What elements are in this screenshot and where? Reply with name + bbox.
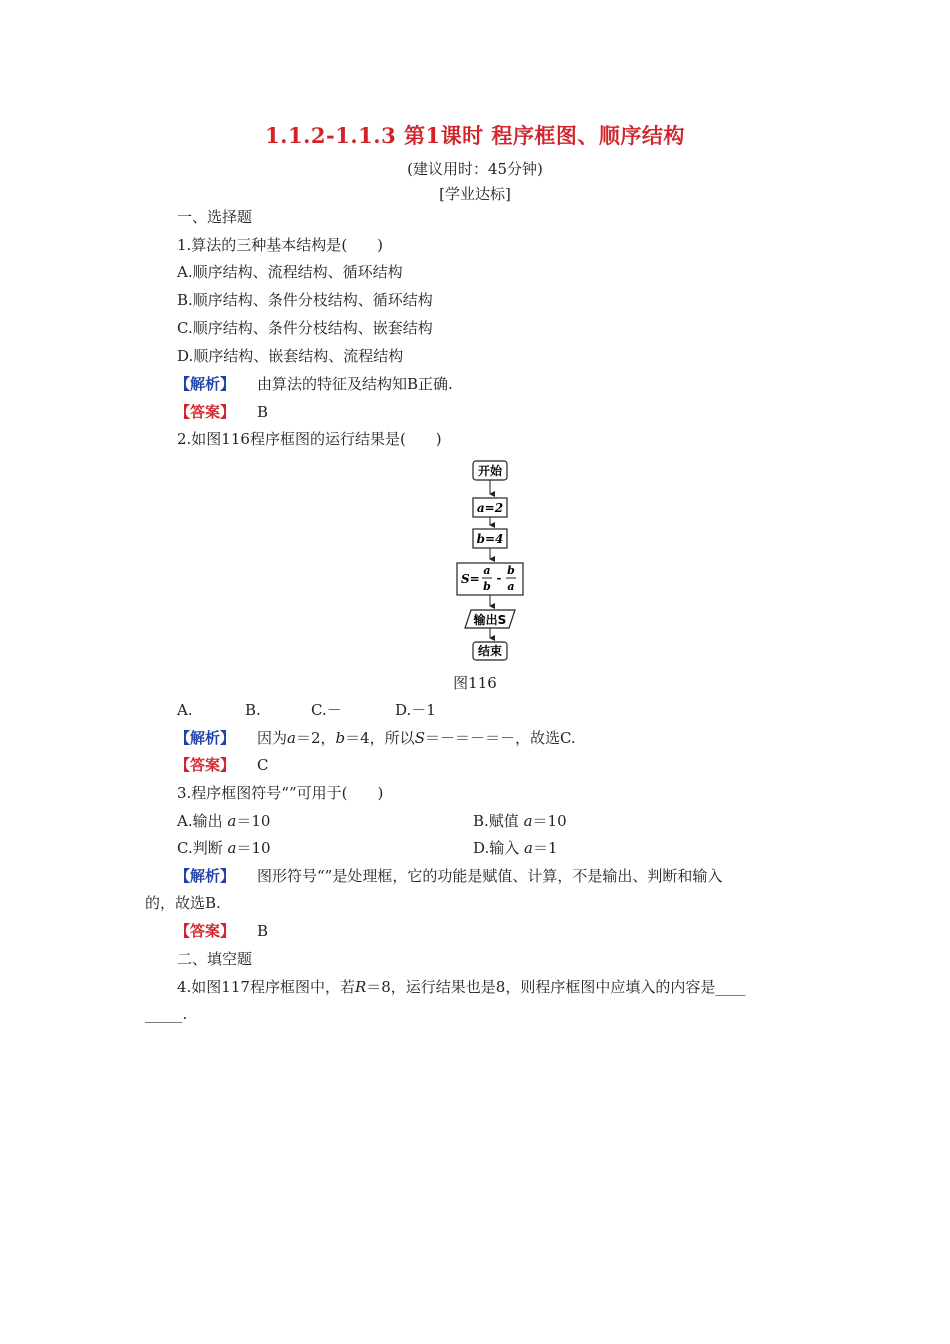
q3-option-d — [473, 838, 558, 858]
flow-frac2-num: b — [507, 564, 515, 577]
q2-option-b: B. — [245, 701, 261, 719]
q3-option-d-value: ＝1 — [533, 839, 558, 857]
flowchart-116 — [450, 458, 530, 663]
q4-stem-text-1: 4.如图117程序框图中，若 — [177, 978, 355, 996]
q1-analysis — [177, 374, 453, 394]
q3-option-b-value: ＝10 — [532, 812, 567, 830]
q4-var-r: R — [354, 978, 367, 996]
q3-analysis-text-1: 图形符号“”是处理框，它的功能是赋值、计算，不是输出、判断和输入 — [257, 867, 723, 885]
section-label: [学业达标] — [439, 185, 511, 203]
q2-var-a: a — [287, 729, 296, 747]
q1-answer-text: B — [257, 403, 269, 421]
q3-option-b-var: a — [523, 812, 533, 830]
part1-heading: 一、选择题 — [177, 208, 253, 226]
q3-option-a — [177, 811, 270, 831]
flow-frac1-num: a — [483, 564, 491, 577]
q3-option-d-text: D.输入 — [473, 839, 520, 857]
q2-stem: 2.如图116程序框图的运行结果是( ) — [177, 430, 442, 448]
q2-option-a: A. — [177, 701, 193, 719]
q3-option-d-var: a — [524, 839, 533, 857]
time-hint: (建议用时：45分钟) — [407, 160, 543, 178]
flow-start-label: 开始 — [477, 464, 503, 478]
q3-option-a-text: A.输出 — [177, 812, 223, 830]
q1-option-b: B.顺序结构、条件分枝结构、循环结构 — [177, 291, 433, 309]
q4-blank-2: _____. — [145, 1005, 188, 1023]
q2-analysis-text-3: ＝4，所以 — [345, 729, 415, 747]
answer-tag: 【答案】 — [175, 922, 236, 940]
q2-analysis-text-4: ＝－＝－＝－，故选C. — [424, 729, 576, 747]
flow-end-label: 结束 — [477, 644, 503, 658]
q3-stem: 3.程序框图符号“”可用于( ) — [177, 784, 384, 802]
flow-assign-b-label: b=4 — [476, 532, 504, 546]
q4-stem-text-2: ＝8，运行结果也是8，则程序框图中应填入的内容是 — [366, 978, 716, 996]
q2-options — [177, 700, 436, 720]
q2-analysis-text-2: ＝2， — [295, 729, 336, 747]
q3-answer — [177, 921, 268, 941]
q1-option-a: A.顺序结构、流程结构、循环结构 — [177, 263, 403, 281]
answer-tag: 【答案】 — [175, 756, 236, 774]
flow-assign-a-label: a=2 — [476, 501, 504, 515]
q3-answer-text: B — [257, 922, 269, 940]
q3-option-a-value: ＝10 — [236, 812, 271, 830]
flow-minus: - — [496, 571, 502, 585]
flow-compute-s: S= — [461, 572, 480, 586]
q1-option-c: C.顺序结构、条件分枝结构、嵌套结构 — [177, 319, 433, 337]
q2-option-d: D.－1 — [395, 701, 436, 719]
answer-tag: 【答案】 — [175, 403, 236, 421]
q2-answer-text: C — [257, 756, 269, 774]
q1-analysis-text: 由算法的特征及结构知B正确. — [257, 375, 453, 393]
q3-option-b-text: B.赋值 — [473, 812, 519, 830]
q1-answer — [177, 402, 268, 422]
figure-caption-116: 图116 — [453, 674, 497, 692]
q3-option-c-text: C.判断 — [177, 839, 223, 857]
analysis-tag: 【解析】 — [175, 867, 236, 885]
flow-frac1-den: b — [483, 580, 491, 593]
q4-blank-1: ____ — [715, 978, 746, 996]
q2-option-c: C.－ — [311, 701, 342, 719]
q4-stem — [177, 977, 745, 997]
part2-heading: 二、填空题 — [177, 950, 253, 968]
q2-answer — [177, 755, 269, 775]
q2-var-s: S — [414, 729, 425, 747]
q3-analysis — [177, 866, 722, 886]
q2-var-b: b — [335, 729, 346, 747]
q3-option-c — [177, 838, 271, 858]
q3-option-c-value: ＝10 — [236, 839, 271, 857]
q3-option-a-var: a — [227, 812, 237, 830]
document-title: 1.1.2-1.1.3 第1课时 程序框图、顺序结构 — [265, 123, 685, 148]
analysis-tag: 【解析】 — [175, 729, 236, 747]
flow-output-label: 输出S — [473, 613, 507, 627]
q1-stem: 1.算法的三种基本结构是( ) — [177, 236, 384, 254]
flow-frac2-den: a — [507, 580, 515, 593]
q2-analysis — [177, 728, 576, 748]
q3-analysis-text-2: 的，故选B. — [145, 894, 221, 912]
analysis-tag: 【解析】 — [175, 375, 236, 393]
q3-option-b — [473, 811, 567, 831]
q2-analysis-text-1: 因为 — [257, 729, 288, 747]
q1-option-d: D.顺序结构、嵌套结构、流程结构 — [177, 347, 404, 365]
q3-option-c-var: a — [227, 839, 237, 857]
